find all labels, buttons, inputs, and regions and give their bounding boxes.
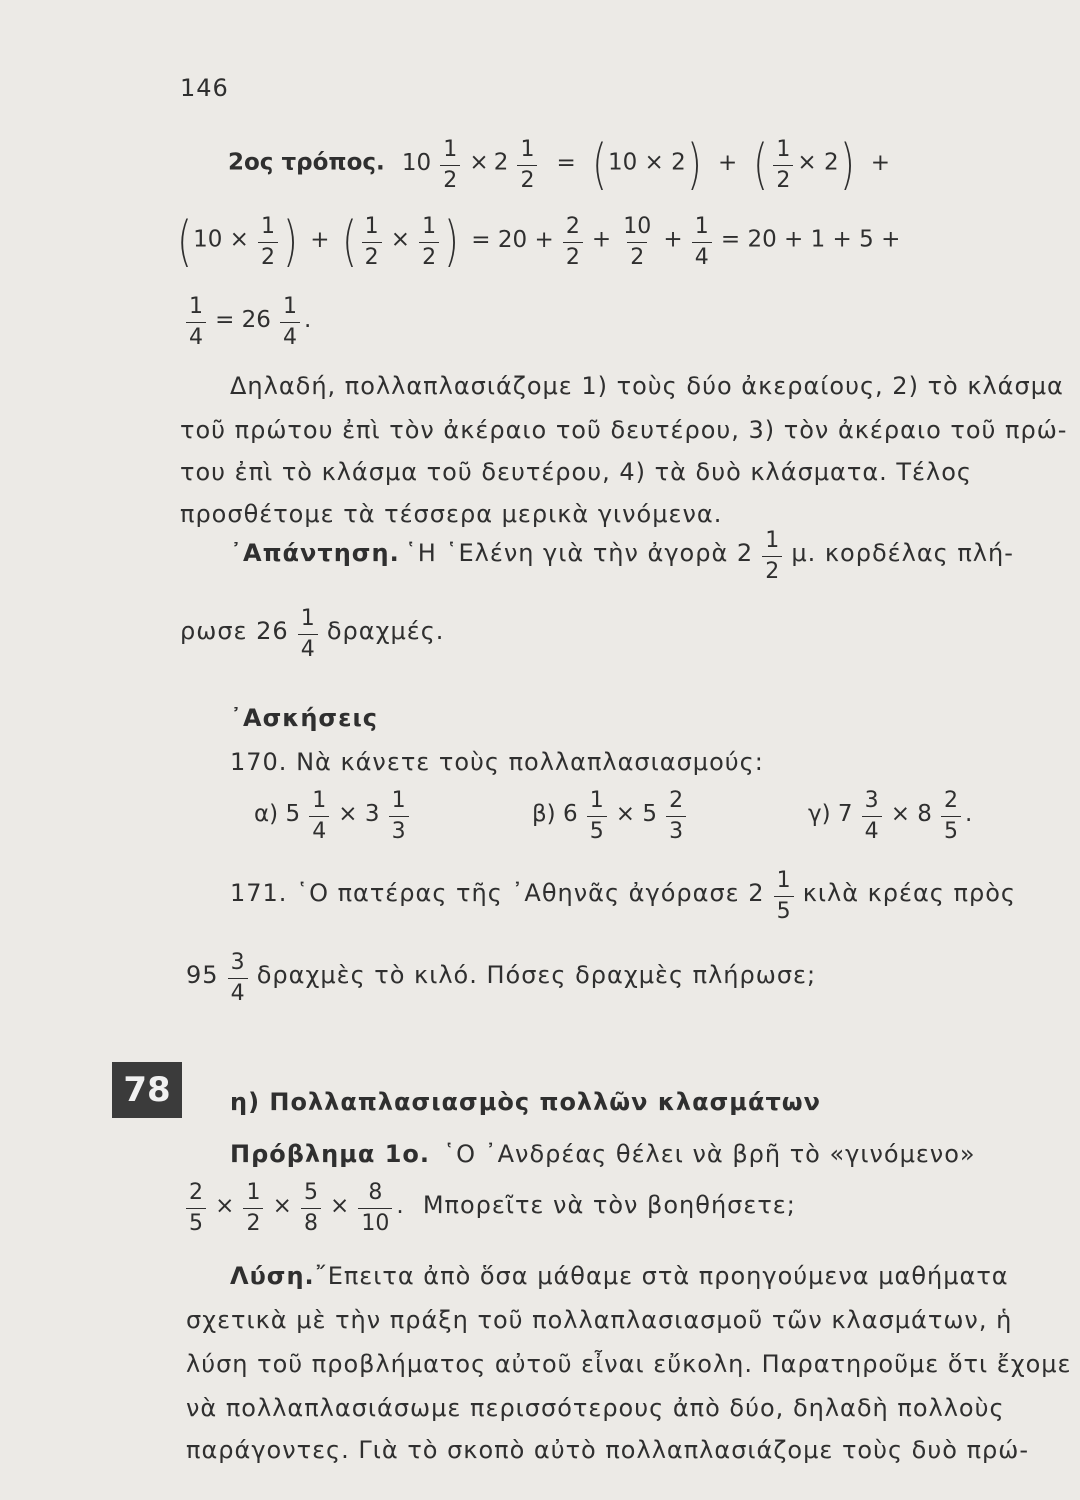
fraction: $\frac{1}{2}$ <box>762 530 782 583</box>
fraction: $\frac{2}{5}$ <box>186 1182 206 1235</box>
problem-line-2: $\frac{2}{5}$ × $\frac{1}{2}$ × $\frac{5}{8}$ × $\frac{8}{10}$ . Μπορεῖτε νὰ τὸν βοηθήσετε; <box>182 1182 796 1235</box>
explanation-line: προσθέτομε τὰ τέσσερα μερικὰ γινόμενα. <box>180 500 723 528</box>
method-row-1: 2ος τρόπος. 10 $\frac{1}{2}$ × 2 $\frac{1}{2}$ = (10 × 2) + ( $\frac{1}{2}$ × 2) + <box>228 133 891 196</box>
solution-line: λύση τοῦ προβλήματος αὐτοῦ εἶναι εὔκολη. Παρατηροῦμε ὅτι ἔχομε <box>186 1350 1072 1378</box>
fraction: $\frac{1}{4}$ <box>309 790 329 843</box>
method-row-3: $\frac{1}{4}$ = 26 $\frac{1}{4}$ . <box>182 296 311 349</box>
fraction: $\frac{1}{2}$ <box>773 139 793 192</box>
fraction: $\frac{1}{5}$ <box>587 790 607 843</box>
explanation-line: Δηλαδή, πολλαπλασιάζομε 1) τοὺς δύο ἀκεραίους, 2) τὸ κλάσμα <box>230 372 1064 400</box>
fraction: $\frac{2}{3}$ <box>666 790 686 843</box>
exercise-170-c: γ) 7 $\frac{3}{4}$ × 8 $\frac{2}{5}$ . <box>808 788 973 844</box>
exercise-170-b: β) 6 $\frac{1}{5}$ × 5 $\frac{2}{3}$ <box>532 790 690 843</box>
fraction: $\frac{5}{8}$ <box>301 1182 321 1235</box>
explanation-line: του ἐπὶ τὸ κλάσμα τοῦ δευτέρου, 4) τὰ δυὸ κλάσματα. Τέλος <box>180 458 972 486</box>
section-title: η) Πολλαπλασιασμὸς πολλῶν κλασμάτων <box>230 1088 821 1116</box>
solution-line: σχετικὰ μὲ τὴν πράξη τοῦ πολλαπλασιασμοῦ τῶν κλασμάτων, ἡ <box>186 1306 1013 1334</box>
fraction: $\frac{10}{2}$ <box>623 213 652 270</box>
fraction: $\frac{8}{10}$ <box>358 1182 392 1235</box>
exercises-heading: ᾿Ασκήσεις <box>230 704 379 732</box>
answer-label: ᾿Απάντηση. <box>230 539 400 567</box>
fraction: $\frac{2}{5}$ <box>941 790 961 843</box>
fraction: $\frac{3}{4}$ <box>228 952 248 1005</box>
solution-line: παράγοντες. Γιὰ τὸ σκοπὸ αὐτὸ πολλαπλασιάζομε τοὺς δυὸ πρώ- <box>186 1436 1030 1464</box>
fraction: $\frac{1}{2}$ <box>440 139 460 192</box>
exercise-171-line-1: 171. ῾Ο πατέρας τῆς ᾿Αθηνᾶς ἀγόρασε 2 $\frac{1}{5}$ κιλὰ κρέας πρὸς <box>230 868 1016 924</box>
answer-line-1: ᾿Απάντηση. ῾Η ῾Ελένη γιὰ τὴν ἀγορὰ 2 $\frac{1}{2}$ μ. κορδέλας πλή- <box>230 528 1014 584</box>
exercise-170-text: 170. Νὰ κάνετε τοὺς πολλαπλασιασμούς: <box>230 748 764 776</box>
problem-label: Πρόβλημα 1ο. <box>230 1140 431 1168</box>
fraction: $\frac{1}{2}$ <box>258 216 278 269</box>
answer-line-2: ρωσε 26 $\frac{1}{4}$ δραχμές. <box>180 606 445 662</box>
exercise-170-a: α) 5 $\frac{1}{4}$ × 3 $\frac{1}{3}$ <box>254 790 413 843</box>
fraction: $\frac{1}{4}$ <box>280 296 300 349</box>
fraction: $\frac{3}{4}$ <box>862 790 882 843</box>
fraction: $\frac{1}{2}$ <box>419 216 439 269</box>
problem-line-1: Πρόβλημα 1ο. ῾Ο ᾿Ανδρέας θέλει νὰ βρῆ τὸ «γινόμενο» <box>230 1140 976 1168</box>
fraction: $\frac{1}{5}$ <box>774 870 794 923</box>
exercise-171-line-2: 95 $\frac{3}{4}$ δραχμὲς τὸ κιλό. Πόσες δραχμὲς πλήρωσε; <box>186 950 817 1006</box>
fraction: $\frac{2}{2}$ <box>563 216 583 269</box>
solution-line: νὰ πολλαπλασιάσωμε περισσότερους ἀπὸ δύο, δηλαδὴ πολλοὺς <box>186 1394 1005 1422</box>
fraction: $\frac{1}{4}$ <box>298 608 318 661</box>
method-label: 2ος τρόπος. <box>228 149 385 176</box>
explanation-line: τοῦ πρώτου ἐπὶ τὸν ἀκέραιο τοῦ δευτέρου, 3) τὸν ἀκέραιο τοῦ πρώ- <box>180 416 1068 444</box>
solution-label: Λύση. <box>230 1262 315 1290</box>
fraction: $\frac{1}{2}$ <box>243 1182 263 1235</box>
page-number: 146 <box>180 74 229 102</box>
fraction: $\frac{1}{3}$ <box>389 790 409 843</box>
method-row-2: (10 × $\frac{1}{2}$ ) + ( $\frac{1}{2}$ × $\frac{1}{2}$ ) = 20 + $\frac{2}{2}$ + $\frac{10}{2}$ + $\frac{1}{4}$ = 20 + 1 + 5 + <box>177 210 901 273</box>
fraction: $\frac{1}{2}$ <box>362 216 382 269</box>
fraction: $\frac{1}{2}$ <box>517 139 537 192</box>
solution-line-1: Λύση.῎Επειτα ἀπὸ ὅσα μάθαμε στὰ προηγούμενα μαθήματα <box>230 1262 1009 1290</box>
fraction: $\frac{1}{4}$ <box>692 216 712 269</box>
section-number-badge: 78 <box>112 1062 182 1118</box>
fraction: $\frac{1}{4}$ <box>186 296 206 349</box>
